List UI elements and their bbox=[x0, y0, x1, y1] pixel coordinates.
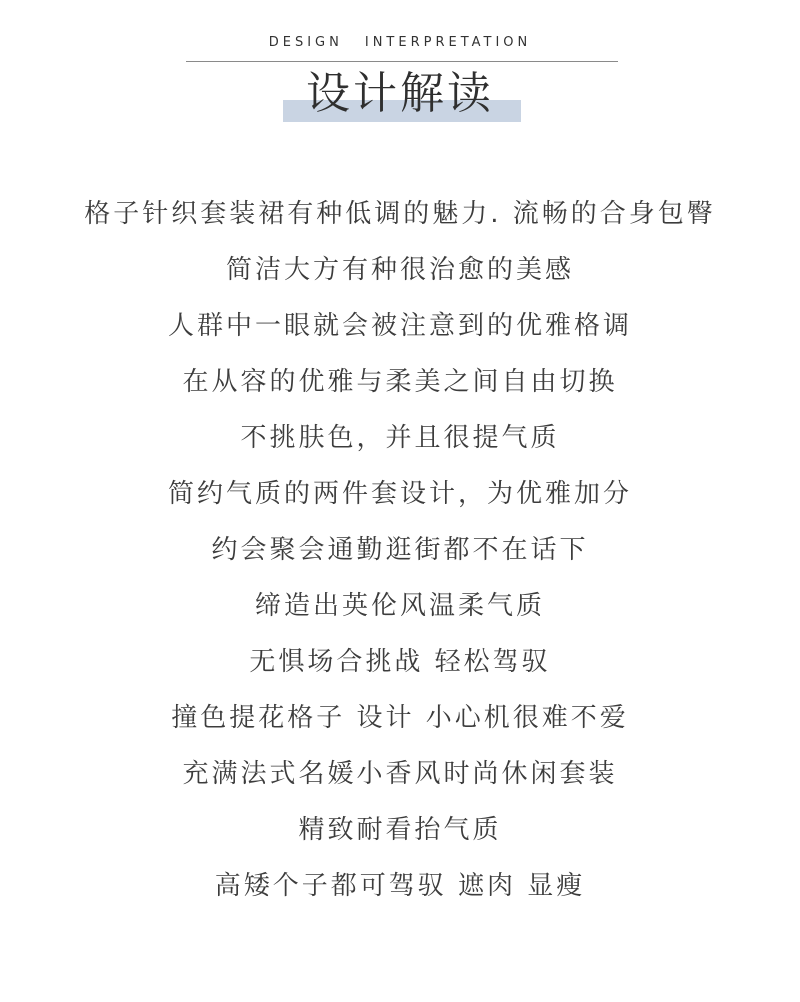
header-divider bbox=[186, 61, 618, 62]
description-line: 高矮个子都可驾驭 遮肉 显瘦 bbox=[214, 871, 586, 901]
description-line: 不挑肤色，并且很提气质 bbox=[240, 423, 560, 453]
section-label-word-interpretation: INTERPRETATION bbox=[364, 35, 532, 50]
description-line: 缔造出英伦风温柔气质 bbox=[254, 591, 545, 621]
section-label-word-design: DESIGN bbox=[268, 35, 343, 50]
description-line: 简洁大方有种很治愈的美感 bbox=[225, 255, 574, 285]
description-line: 在从容的优雅与柔美之间自由切换 bbox=[182, 367, 618, 397]
description-line: 撞色提花格子 设计 小心机很难不爱 bbox=[171, 703, 629, 733]
description-line: 精致耐看抬气质 bbox=[298, 815, 502, 845]
description-line: 充满法式名媛小香风时尚休闲套装 bbox=[182, 759, 618, 789]
page-title: 设计解读 bbox=[306, 68, 494, 119]
description-lines bbox=[0, 186, 800, 914]
description-line: 约会聚会通勤逛街都不在话下 bbox=[211, 535, 589, 565]
description-line: 无惧场合挑战 轻松驾驭 bbox=[249, 647, 551, 677]
description-line: 人群中一眼就会被注意到的优雅格调 bbox=[167, 311, 632, 341]
description-line: 简约气质的两件套设计，为优雅加分 bbox=[167, 479, 632, 509]
section-label-english bbox=[0, 35, 800, 50]
description-line: 格子针织套装裙有种低调的魅力. 流畅的合身包臀 bbox=[84, 199, 716, 229]
